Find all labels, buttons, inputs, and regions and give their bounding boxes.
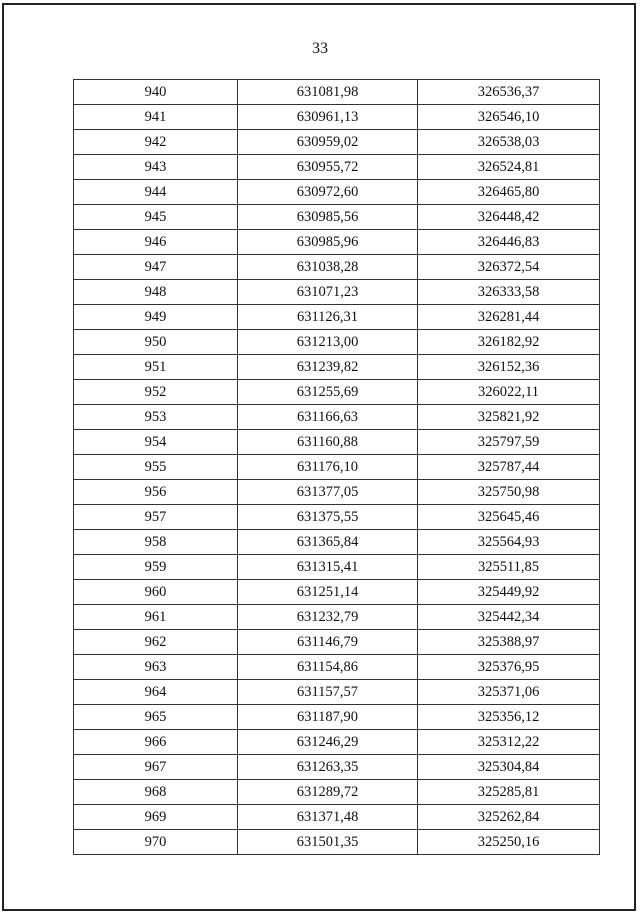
point-number-cell: 945 bbox=[74, 205, 238, 230]
table-row bbox=[74, 130, 600, 155]
y-coordinate-cell: 325787,44 bbox=[418, 455, 600, 480]
x-coordinate-cell: 631157,57 bbox=[238, 680, 418, 705]
y-coordinate-cell: 326372,54 bbox=[418, 255, 600, 280]
y-coordinate-cell: 326281,44 bbox=[418, 305, 600, 330]
y-coordinate-cell: 325262,84 bbox=[418, 805, 600, 830]
table-row bbox=[74, 655, 600, 680]
point-number-cell: 967 bbox=[74, 755, 238, 780]
coordinates-table bbox=[73, 79, 600, 855]
x-coordinate-cell: 631154,86 bbox=[238, 655, 418, 680]
table-row bbox=[74, 180, 600, 205]
y-coordinate-cell: 325250,16 bbox=[418, 830, 600, 855]
x-coordinate-cell: 630972,60 bbox=[238, 180, 418, 205]
x-coordinate-cell: 630955,72 bbox=[238, 155, 418, 180]
page-number: 33 bbox=[312, 40, 328, 57]
point-number-cell: 956 bbox=[74, 480, 238, 505]
y-coordinate-cell: 325442,34 bbox=[418, 605, 600, 630]
point-number-cell: 958 bbox=[74, 530, 238, 555]
table-row bbox=[74, 380, 600, 405]
y-coordinate-cell: 325821,92 bbox=[418, 405, 600, 430]
y-coordinate-cell: 326152,36 bbox=[418, 355, 600, 380]
y-coordinate-cell: 326022,11 bbox=[418, 380, 600, 405]
point-number-cell: 941 bbox=[74, 105, 238, 130]
table-row bbox=[74, 680, 600, 705]
x-coordinate-cell: 631315,41 bbox=[238, 555, 418, 580]
x-coordinate-cell: 631166,63 bbox=[238, 405, 418, 430]
point-number-cell: 970 bbox=[74, 830, 238, 855]
x-coordinate-cell: 631176,10 bbox=[238, 455, 418, 480]
point-number-cell: 954 bbox=[74, 430, 238, 455]
x-coordinate-cell: 631239,82 bbox=[238, 355, 418, 380]
table-row bbox=[74, 830, 600, 855]
point-number-cell: 948 bbox=[74, 280, 238, 305]
x-coordinate-cell: 631187,90 bbox=[238, 705, 418, 730]
point-number-cell: 947 bbox=[74, 255, 238, 280]
x-coordinate-cell: 630985,56 bbox=[238, 205, 418, 230]
point-number-cell: 955 bbox=[74, 455, 238, 480]
y-coordinate-cell: 326524,81 bbox=[418, 155, 600, 180]
y-coordinate-cell: 326446,83 bbox=[418, 230, 600, 255]
point-number-cell: 959 bbox=[74, 555, 238, 580]
table-row bbox=[74, 580, 600, 605]
y-coordinate-cell: 325371,06 bbox=[418, 680, 600, 705]
x-coordinate-cell: 631501,35 bbox=[238, 830, 418, 855]
table-row bbox=[74, 780, 600, 805]
x-coordinate-cell: 630985,96 bbox=[238, 230, 418, 255]
point-number-cell: 942 bbox=[74, 130, 238, 155]
table-row bbox=[74, 755, 600, 780]
y-coordinate-cell: 326333,58 bbox=[418, 280, 600, 305]
point-number-cell: 944 bbox=[74, 180, 238, 205]
table-row bbox=[74, 630, 600, 655]
table-row bbox=[74, 705, 600, 730]
point-number-cell: 957 bbox=[74, 505, 238, 530]
x-coordinate-cell: 631263,35 bbox=[238, 755, 418, 780]
x-coordinate-cell: 631377,05 bbox=[238, 480, 418, 505]
point-number-cell: 940 bbox=[74, 80, 238, 105]
table-row bbox=[74, 205, 600, 230]
point-number-cell: 966 bbox=[74, 730, 238, 755]
table-row bbox=[74, 805, 600, 830]
x-coordinate-cell: 631365,84 bbox=[238, 530, 418, 555]
y-coordinate-cell: 325511,85 bbox=[418, 555, 600, 580]
table-row bbox=[74, 555, 600, 580]
point-number-cell: 964 bbox=[74, 680, 238, 705]
table-row bbox=[74, 255, 600, 280]
y-coordinate-cell: 325645,46 bbox=[418, 505, 600, 530]
y-coordinate-cell: 326182,92 bbox=[418, 330, 600, 355]
table-row bbox=[74, 105, 600, 130]
table-row bbox=[74, 430, 600, 455]
y-coordinate-cell: 325376,95 bbox=[418, 655, 600, 680]
x-coordinate-cell: 631038,28 bbox=[238, 255, 418, 280]
table-row bbox=[74, 530, 600, 555]
x-coordinate-cell: 631371,48 bbox=[238, 805, 418, 830]
table-body bbox=[74, 80, 600, 855]
y-coordinate-cell: 326536,37 bbox=[418, 80, 600, 105]
point-number-cell: 951 bbox=[74, 355, 238, 380]
table-row bbox=[74, 480, 600, 505]
x-coordinate-cell: 631081,98 bbox=[238, 80, 418, 105]
x-coordinate-cell: 631251,14 bbox=[238, 580, 418, 605]
table-row bbox=[74, 80, 600, 105]
x-coordinate-cell: 631246,29 bbox=[238, 730, 418, 755]
table-row bbox=[74, 330, 600, 355]
table-row bbox=[74, 405, 600, 430]
point-number-cell: 960 bbox=[74, 580, 238, 605]
point-number-cell: 950 bbox=[74, 330, 238, 355]
x-coordinate-cell: 631289,72 bbox=[238, 780, 418, 805]
point-number-cell: 969 bbox=[74, 805, 238, 830]
y-coordinate-cell: 325388,97 bbox=[418, 630, 600, 655]
table-row bbox=[74, 355, 600, 380]
y-coordinate-cell: 326448,42 bbox=[418, 205, 600, 230]
x-coordinate-cell: 631232,79 bbox=[238, 605, 418, 630]
table-row bbox=[74, 230, 600, 255]
y-coordinate-cell: 325449,92 bbox=[418, 580, 600, 605]
x-coordinate-cell: 630959,02 bbox=[238, 130, 418, 155]
y-coordinate-cell: 325304,84 bbox=[418, 755, 600, 780]
point-number-cell: 961 bbox=[74, 605, 238, 630]
table-row bbox=[74, 605, 600, 630]
point-number-cell: 962 bbox=[74, 630, 238, 655]
table-row bbox=[74, 155, 600, 180]
table-row bbox=[74, 280, 600, 305]
point-number-cell: 952 bbox=[74, 380, 238, 405]
y-coordinate-cell: 325797,59 bbox=[418, 430, 600, 455]
table-row bbox=[74, 730, 600, 755]
y-coordinate-cell: 326546,10 bbox=[418, 105, 600, 130]
y-coordinate-cell: 326538,03 bbox=[418, 130, 600, 155]
x-coordinate-cell: 631255,69 bbox=[238, 380, 418, 405]
y-coordinate-cell: 325564,93 bbox=[418, 530, 600, 555]
table-row bbox=[74, 455, 600, 480]
table-row bbox=[74, 505, 600, 530]
x-coordinate-cell: 631375,55 bbox=[238, 505, 418, 530]
y-coordinate-cell: 325750,98 bbox=[418, 480, 600, 505]
x-coordinate-cell: 631126,31 bbox=[238, 305, 418, 330]
y-coordinate-cell: 325285,81 bbox=[418, 780, 600, 805]
y-coordinate-cell: 325312,22 bbox=[418, 730, 600, 755]
point-number-cell: 965 bbox=[74, 705, 238, 730]
point-number-cell: 949 bbox=[74, 305, 238, 330]
x-coordinate-cell: 631160,88 bbox=[238, 430, 418, 455]
point-number-cell: 943 bbox=[74, 155, 238, 180]
x-coordinate-cell: 631071,23 bbox=[238, 280, 418, 305]
table-row bbox=[74, 305, 600, 330]
x-coordinate-cell: 631213,00 bbox=[238, 330, 418, 355]
point-number-cell: 953 bbox=[74, 405, 238, 430]
point-number-cell: 968 bbox=[74, 780, 238, 805]
point-number-cell: 963 bbox=[74, 655, 238, 680]
y-coordinate-cell: 326465,80 bbox=[418, 180, 600, 205]
point-number-cell: 946 bbox=[74, 230, 238, 255]
y-coordinate-cell: 325356,12 bbox=[418, 705, 600, 730]
x-coordinate-cell: 631146,79 bbox=[238, 630, 418, 655]
x-coordinate-cell: 630961,13 bbox=[238, 105, 418, 130]
